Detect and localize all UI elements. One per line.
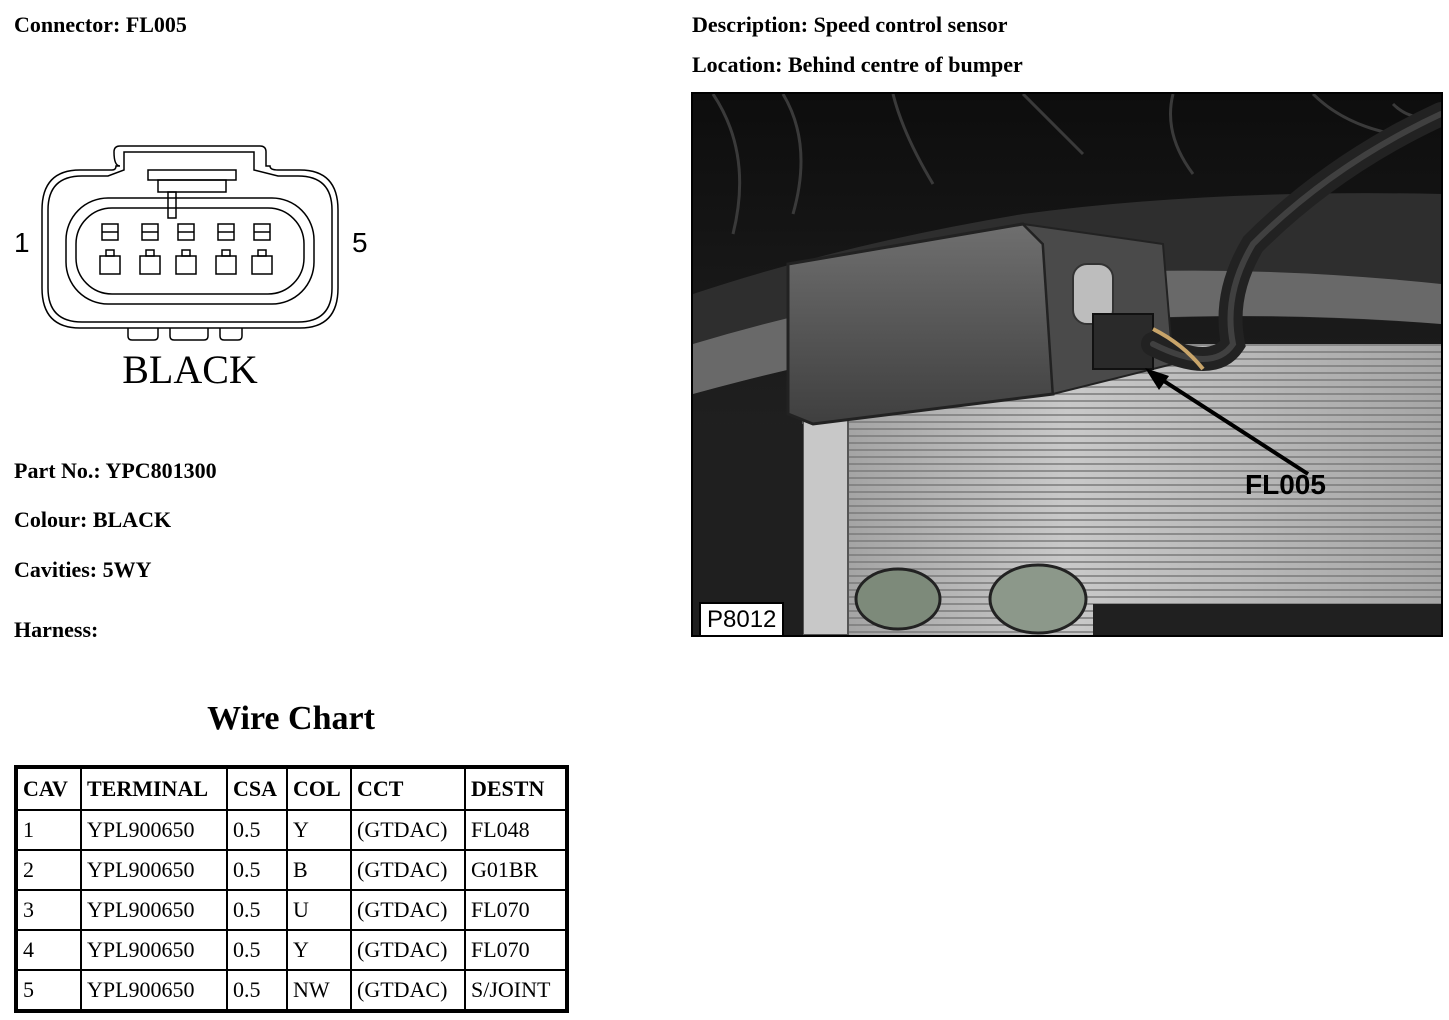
cavity-4 xyxy=(216,224,236,274)
cell-cct: (GTDAC) xyxy=(351,930,465,970)
harness-field xyxy=(14,617,98,643)
cavity-1 xyxy=(100,224,120,274)
cell-terminal: YPL900650 xyxy=(81,810,227,850)
cell-cav: 2 xyxy=(17,850,81,890)
description-value: Speed control sensor xyxy=(813,12,1008,37)
header-cct: CCT xyxy=(351,768,465,810)
cell-cct: (GTDAC) xyxy=(351,890,465,930)
cell-destn: FL070 xyxy=(465,930,566,970)
photo-illustration xyxy=(693,94,1441,635)
rib-3 xyxy=(220,328,242,340)
table-row xyxy=(17,970,566,1010)
connector-field xyxy=(14,12,187,38)
location-label: Location: xyxy=(692,52,783,77)
cell-col: Y xyxy=(287,810,351,850)
housing-inner-outline xyxy=(48,152,332,322)
header-csa: CSA xyxy=(227,768,287,810)
wire-chart-header-row xyxy=(17,768,566,810)
cell-csa: 0.5 xyxy=(227,890,287,930)
location-value: Behind centre of bumper xyxy=(787,52,1023,77)
photo-callout-label: FL005 xyxy=(1245,469,1326,500)
horn-left xyxy=(856,569,940,629)
cavity-3 xyxy=(176,224,196,274)
cell-col: Y xyxy=(287,930,351,970)
location-photo xyxy=(691,92,1443,637)
colour-value: BLACK xyxy=(92,507,172,532)
cell-destn: FL048 xyxy=(465,810,566,850)
cell-cct: (GTDAC) xyxy=(351,810,465,850)
cell-csa: 0.5 xyxy=(227,970,287,1010)
table-row xyxy=(17,890,566,930)
cell-cav: 1 xyxy=(17,810,81,850)
photo-reference: P8012 xyxy=(699,602,784,637)
connector-diagram xyxy=(8,138,388,398)
cell-terminal: YPL900650 xyxy=(81,890,227,930)
cell-terminal: YPL900650 xyxy=(81,970,227,1010)
part-number-value: YPC801300 xyxy=(105,458,217,483)
description-label: Description: xyxy=(692,12,809,37)
latch-body xyxy=(158,180,226,192)
header-destn: DESTN xyxy=(465,768,566,810)
connector-label: Connector: xyxy=(14,12,121,37)
cell-destn: FL070 xyxy=(465,890,566,930)
table-row xyxy=(17,930,566,970)
cell-cct: (GTDAC) xyxy=(351,970,465,1010)
cell-csa: 0.5 xyxy=(227,850,287,890)
cell-col: B xyxy=(287,850,351,890)
cavities-field xyxy=(14,557,151,583)
rib-1 xyxy=(128,328,158,340)
cell-cav: 5 xyxy=(17,970,81,1010)
cell-destn: G01BR xyxy=(465,850,566,890)
cell-col: U xyxy=(287,890,351,930)
wire-chart-table xyxy=(14,765,569,1013)
harness-label: Harness: xyxy=(14,617,99,642)
cell-csa: 0.5 xyxy=(227,810,287,850)
cell-cav: 3 xyxy=(17,890,81,930)
horn-right xyxy=(990,565,1086,633)
part-number-field xyxy=(14,458,217,484)
header-cav: CAV xyxy=(17,768,81,810)
colour-label: Colour: xyxy=(14,507,88,532)
pin-label-last: 5 xyxy=(352,227,368,258)
cell-col: NW xyxy=(287,970,351,1010)
header-terminal: TERMINAL xyxy=(81,768,227,810)
cell-cav: 4 xyxy=(17,930,81,970)
table-row xyxy=(17,810,566,850)
latch xyxy=(148,170,236,180)
location-field xyxy=(692,52,1023,78)
cell-cct: (GTDAC) xyxy=(351,850,465,890)
colour-field xyxy=(14,507,171,533)
connector-value: FL005 xyxy=(125,12,187,37)
housing-outline xyxy=(42,146,338,328)
part-number-label: Part No.: xyxy=(14,458,101,483)
cavities-value: 5WY xyxy=(102,557,152,582)
table-row xyxy=(17,850,566,890)
connector-colour-text: BLACK xyxy=(122,347,258,392)
cell-csa: 0.5 xyxy=(227,930,287,970)
pin-label-first: 1 xyxy=(14,227,30,258)
cell-destn: S/JOINT xyxy=(465,970,566,1010)
description-field xyxy=(692,12,1008,38)
header-col: COL xyxy=(287,768,351,810)
cell-terminal: YPL900650 xyxy=(81,850,227,890)
cell-terminal: YPL900650 xyxy=(81,930,227,970)
cavities-label: Cavities: xyxy=(14,557,98,582)
cavity-5 xyxy=(252,224,272,274)
latch-stem xyxy=(168,192,176,218)
cavity-2 xyxy=(140,224,160,274)
rib-2 xyxy=(170,328,208,340)
wire-chart-title: Wire Chart xyxy=(207,700,375,737)
